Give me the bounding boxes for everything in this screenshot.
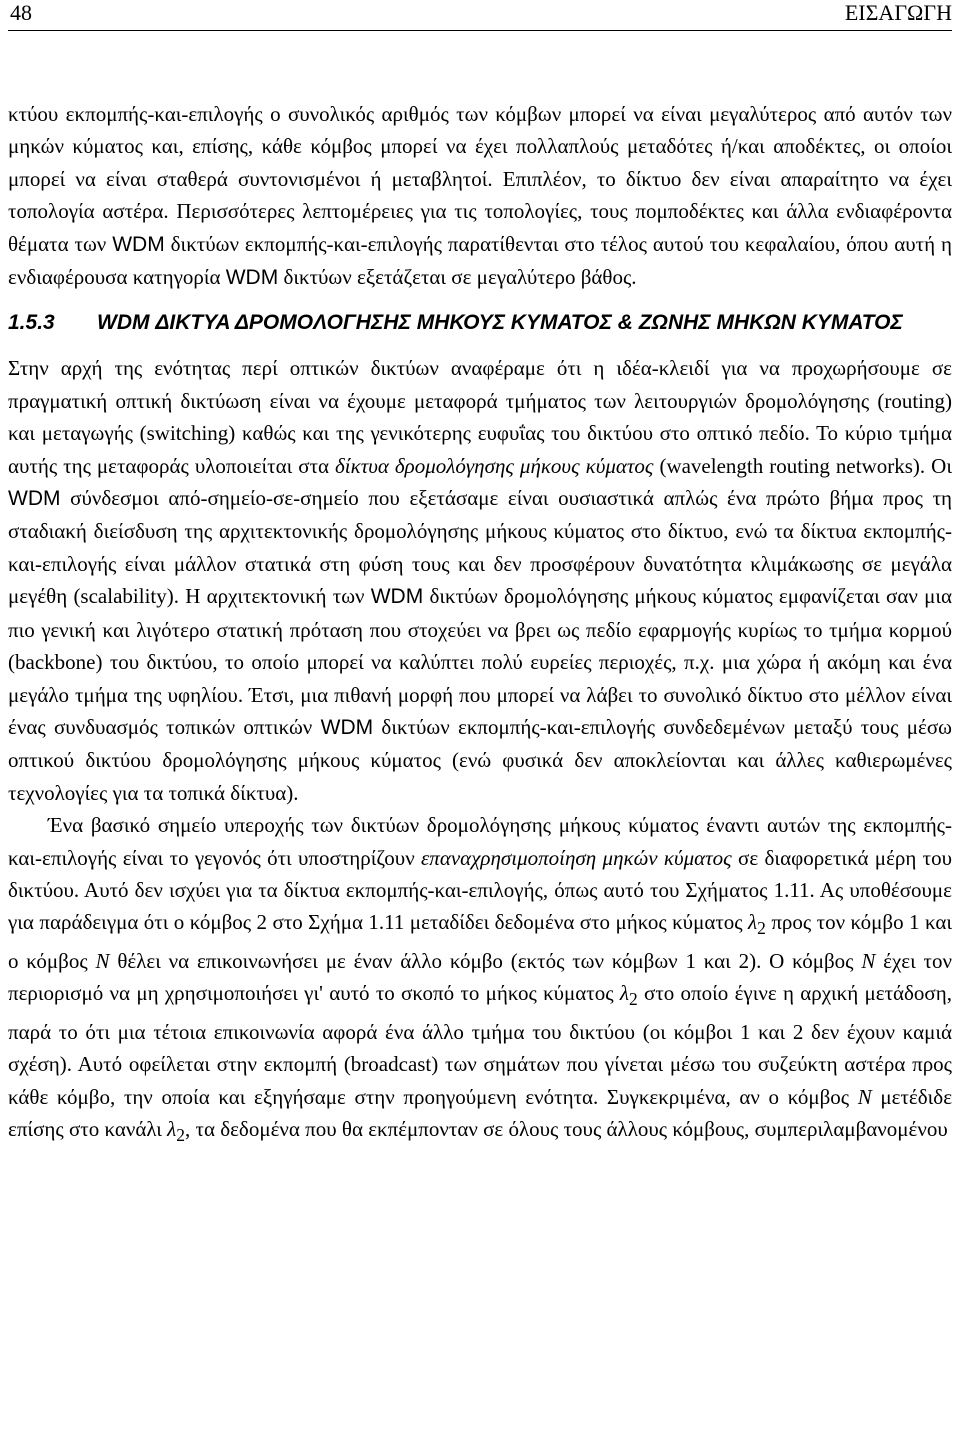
text-run: δικτύων εκπομπής-και-επιλογής παρατίθενται στο τέλος αυτού του κεφαλαίου, όπου αυτή η ενδιαφέρουσα κατηγορία xyxy=(8,231,952,290)
text-run: προς τον κόμβο 1 και ο κόμβος xyxy=(8,910,953,973)
symbol-lambda: λ xyxy=(619,981,629,1006)
text-run: σύνδεσμοι από-σημείο-σε-σημείο που εξετάσαμε είναι ουσιαστικά απλώς ένα πρώτο βήμα προς τη σταδιακή διείσδυση της αρχιτεκτονικής δρομολόγησης μήκους κύματος στο δίκτυο, ενώ τα δίκτυα εκπομπής-και-επιλογής είναι μάλλον στατικά στη φύση τους και δεν προσφέρουν δυνατότητα κλιμάκωσης σε μεγάλα μεγέθη (scalability). Η αρχιτεκτονική των xyxy=(8,486,952,609)
text-run: , τα δεδομένα που θα εκπέμπονταν σε όλους τους άλλους κόμβους, συμπεριλαμβανομένου xyxy=(185,1117,948,1142)
text-run: κτύου εκπομπής-και-επιλογής ο συνολικός αριθμός των κόμβων μπορεί να είναι μεγαλύτερος από αυτόν των μηκών κύματος και, επίσης, κάθε κόμβος μπορεί να έχει πολλαπλούς μεταδότες ή/και αποδέκτες, οι οποίοι μπορεί να είναι σταθερά συντονισμένοι ή μεταβλητοί. Επιπλέον, το δίκτυο δεν είναι απαραίτητο να έχει τοπολογία αστέρα. Περισσότερες λεπτομέρειες για τις τοπολογίες, τους πομποδέκτες και άλλα ενδιαφέροντα θέματα των xyxy=(8,102,952,256)
text-run: στο οποίο έγινε η αρχική μετάδοση, παρά το ότι μια τέτοια επικοινωνία αφορά ένα άλλο τμήμα του δικτύου (οι κόμβοι 1 και 2 δεν έχουν καμιά σχέση). Αυτό οφείλεται στην εκπομπή (broadcast) των σημάτων που γίνεται μέσω του συζεύκτη αστέρα προς κάθε κόμβο, την οποία και εξηγήσαμε στην προηγούμενη ενότητα. Συγκεκριμένα, αν ο κόμβος xyxy=(8,981,952,1109)
acronym-wdm: WDM xyxy=(370,585,424,609)
acronym-wdm: WDM xyxy=(225,266,279,290)
text-run: Ένα βασικό σημείο υπεροχής των δικτύων δρομολόγησης μήκους κύματος έναντι αυτών της εκπομπής-και-επιλογής είναι το γεγονός ότι υποστηρίζουν xyxy=(8,813,952,870)
text-run: μετέδιδε επίσης στο κανάλι xyxy=(8,1084,953,1142)
page-header xyxy=(8,0,952,31)
paragraph xyxy=(8,352,952,809)
page-number: 48 xyxy=(10,0,32,25)
acronym-wdm: WDM xyxy=(320,715,374,739)
acronym-wdm: WDM xyxy=(112,232,165,256)
emphasis-term: δίκτυα δρομολόγησης μήκους κύματος xyxy=(335,453,654,478)
acronym-wdm: WDM xyxy=(8,487,61,511)
section-heading xyxy=(8,309,952,337)
text-run: δικτύων εκπομπής-και-επιλογής συνδεδεμένων μεταξύ τους μέσω οπτικού δικτύου δρομολόγησης μήκους κύματος (ενώ φυσικά δεν αποκλείονται και άλλες καθιερωμένες τεχνολογίες για τα τοπικά δίκτυα). xyxy=(8,714,952,805)
paragraph xyxy=(8,809,952,1152)
text-run: θέλει να επικοινωνήσει με έναν άλλο κόμβο (εκτός των κόμβων 1 και 2). Ο κόμβος xyxy=(109,948,862,973)
emphasis-term: επαναχρησιμοποίηση μηκών κύματος xyxy=(421,845,732,870)
text-run: δικτύων εξετάζεται σε μεγαλύτερο βάθος. xyxy=(278,265,637,290)
symbol-n: N xyxy=(95,948,110,973)
paragraph-continuation xyxy=(8,98,952,294)
text-run: Στην αρχή της ενότητας περί οπτικών δικτύων αναφέραμε ότι η ιδέα-κλειδί για να προχωρήσουμε σε πραγματική οπτική δικτύωση είναι να έχουμε μεταφορά τμήματος των λειτουργιών δρομολόγησης (routing) και μεταγωγής (switching) καθώς και της γενικότερης ευφυΐας του δικτύου στο οπτικό πεδίο. Το κύριο τμήμα αυτής της μεταφοράς υλοποιείται στα xyxy=(8,356,952,478)
text-run: έχει τον περιορισμό να μη χρησιμοποιήσει γι' αυτό το σκοπό το μήκος κύματος xyxy=(8,948,952,1006)
section-number: 1.5.3 xyxy=(8,311,55,335)
symbol-lambda: λ xyxy=(748,910,758,935)
subscript: 2 xyxy=(628,989,638,1010)
body-text xyxy=(8,98,952,1152)
running-title: ΕΙΣΑΓΩΓΗ xyxy=(844,0,952,25)
symbol-n: N xyxy=(861,948,876,973)
text-run: (wavelength routing networks). Οι xyxy=(653,453,952,478)
symbol-lambda: λ xyxy=(167,1117,177,1142)
text-run: σε διαφορετικά μέρη του δικτύου. Αυτό δεν ισχύει για τα δίκτυα εκπομπής-και-επιλογής, όπως αυτό του Σχήματος 1.11. Ας υποθέσουμε για παράδειγμα ότι ο κόμβος 2 στο Σχήμα 1.11 μεταδίδει δεδομένα στο μήκος κύματος xyxy=(8,845,953,935)
section-title: WDM ΔΙΚΤΥΑ ΔΡΟΜΟΛΟΓΗΣΗΣ ΜΗΚΟΥΣ ΚΥΜΑΤΟΣ & ΖΩΝΗΣ ΜΗΚΩΝ ΚΥΜΑΤΟΣ xyxy=(97,311,903,335)
subscript: 2 xyxy=(757,918,766,939)
subscript: 2 xyxy=(176,1125,186,1146)
text-run: δικτύων δρομολόγησης μήκους κύματος εμφανίζεται σαν μια πιο γενική και λιγότερο στατική πρόταση που στοχεύει να βρει ως πεδίο εφαρμογής κυρίως το τμήμα κορμού (backbone) του δικτύου, το οποίο μπορεί να καλύπτει πολύ ευρείες περιοχές, π.χ. μια χώρα ή ακόμη και ένα μεγάλο τμήμα της υφηλίου. Έτσι, μια πιθανή μορφή που μπορεί να λάβει το συνολικό δίκτυο στο μέλλον είναι ένας συνδυασμός τοπικών οπτικών xyxy=(8,584,952,739)
symbol-n: N xyxy=(857,1084,872,1109)
